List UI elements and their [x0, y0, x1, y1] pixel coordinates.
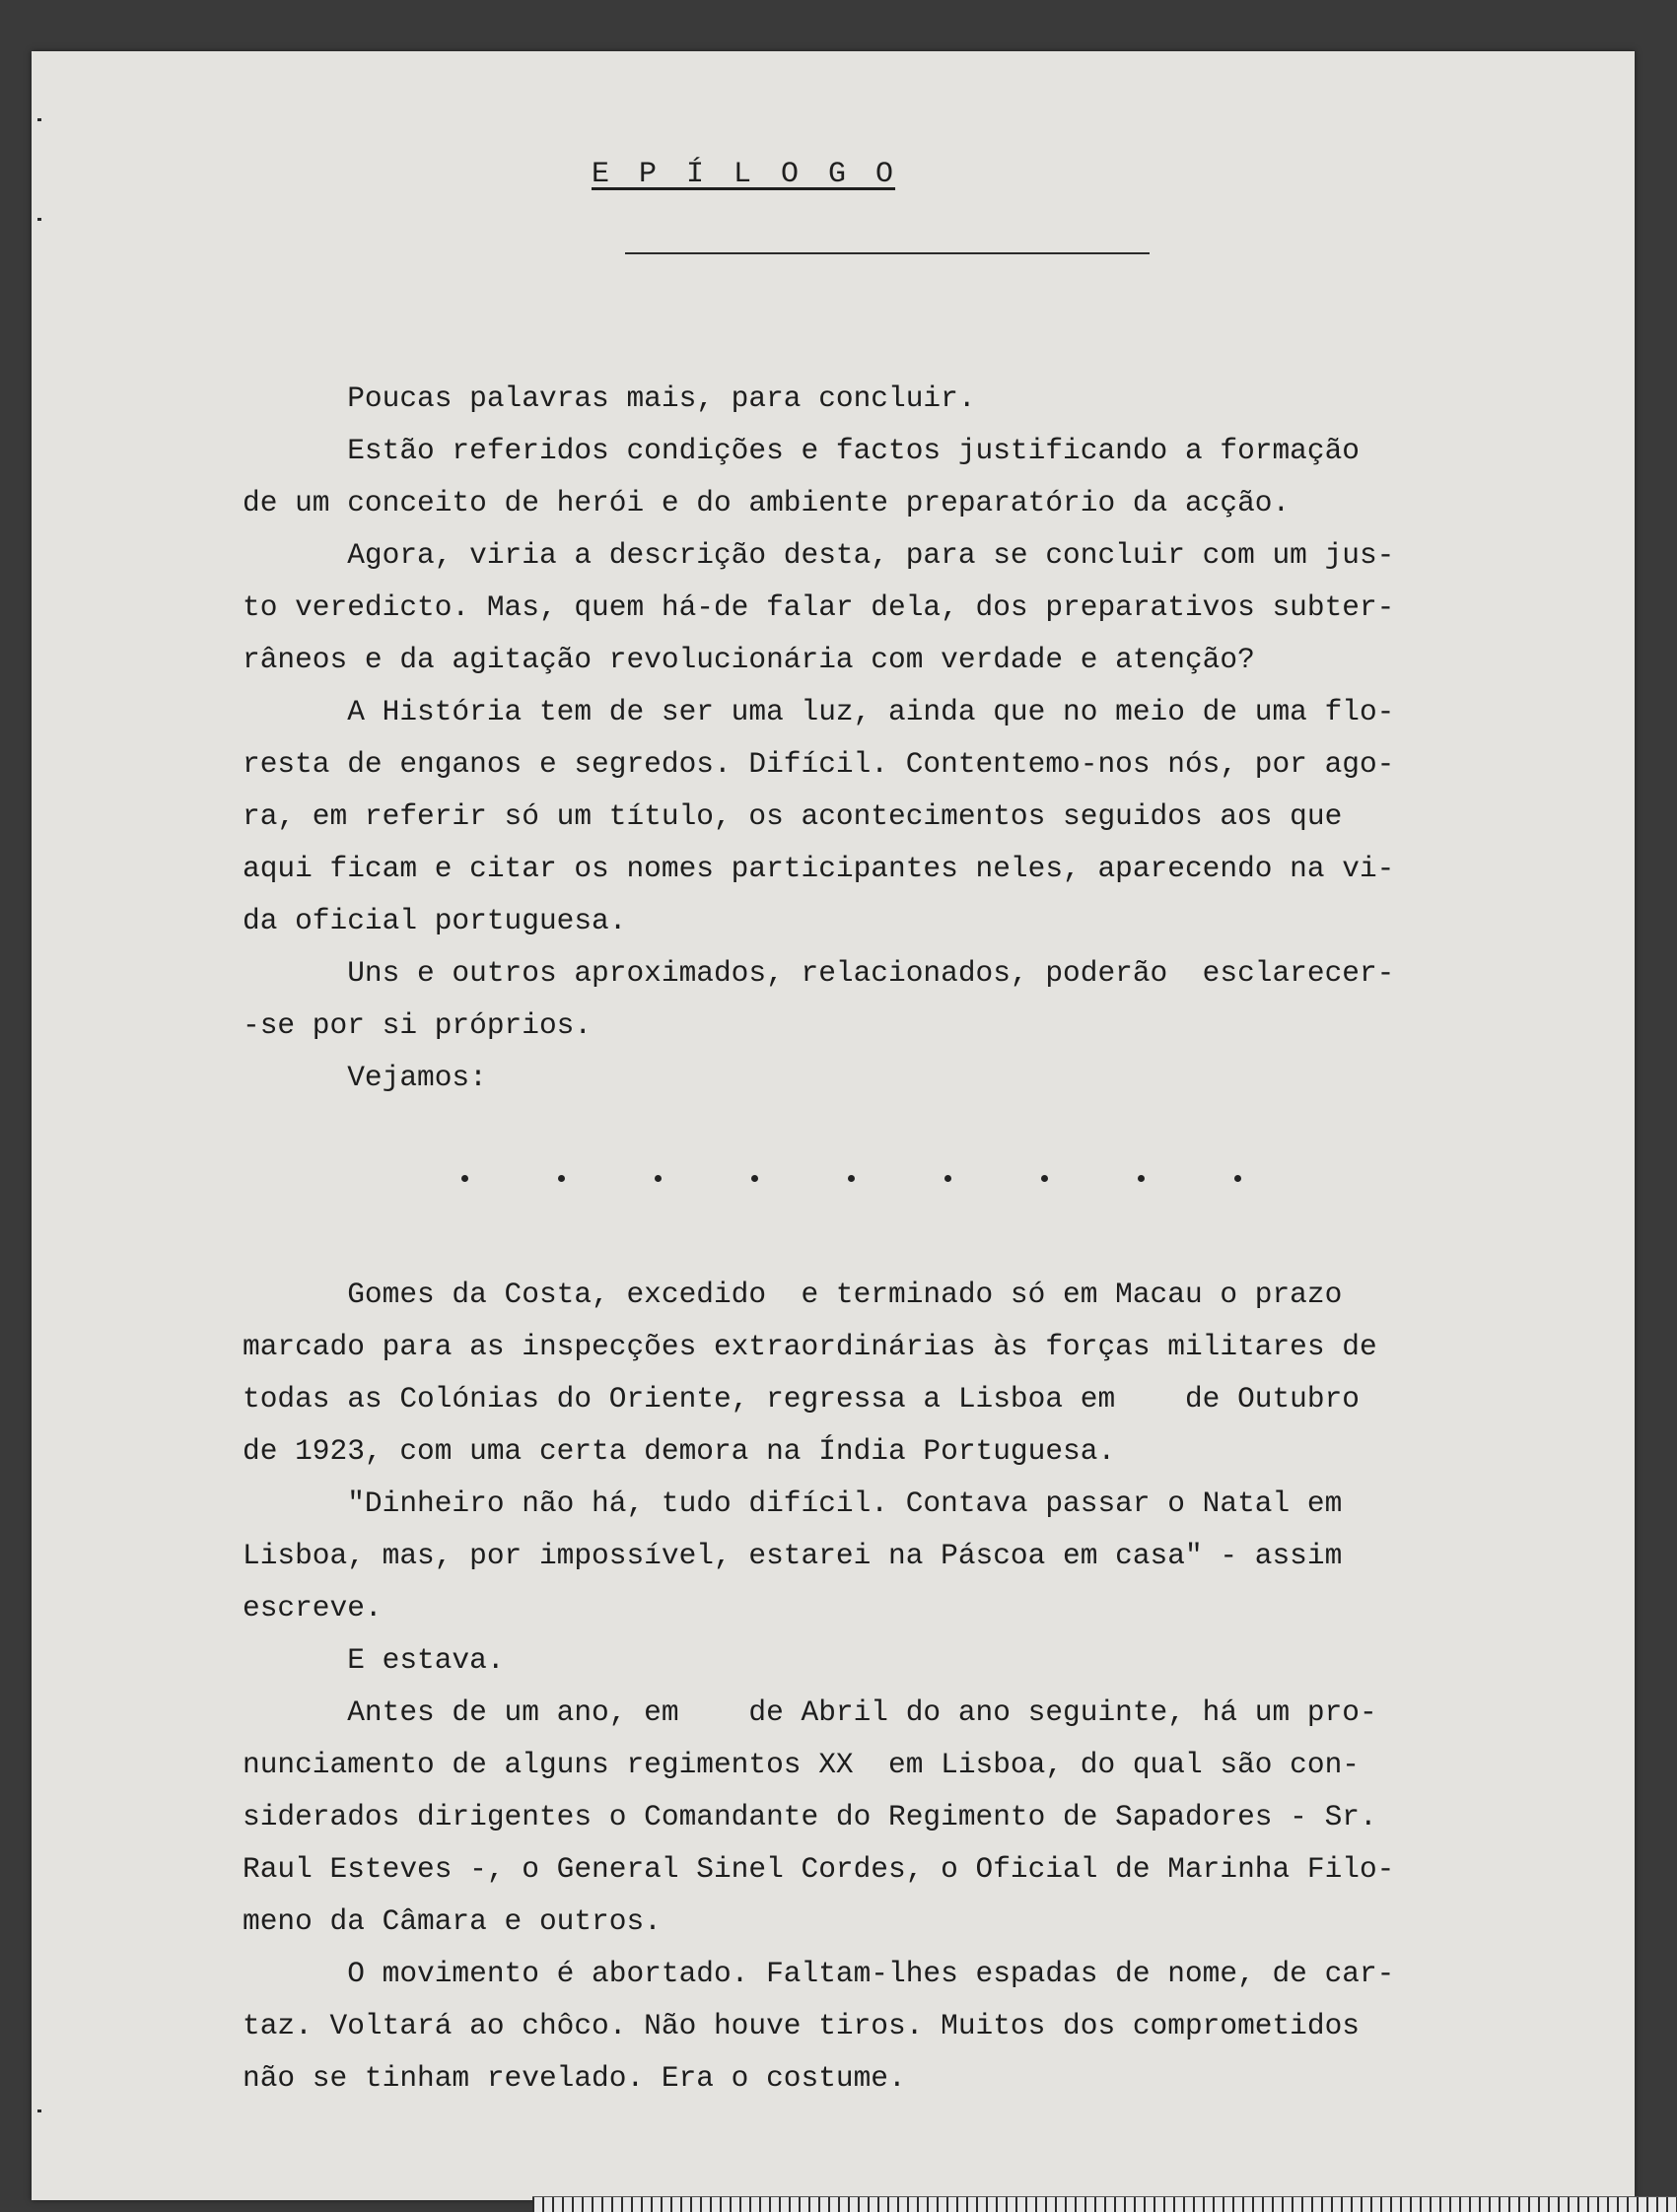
- text-line: Estão referidos condições e factos justificando a formação: [243, 434, 1360, 467]
- text-line: aqui ficam e citar os nomes participantes neles, aparecendo na vi-: [243, 852, 1395, 885]
- separator-dot: [1041, 1175, 1048, 1182]
- separator-dot: [848, 1175, 855, 1182]
- text-line: de 1923, com uma certa demora na Índia Portuguesa.: [243, 1434, 1116, 1468]
- text-line: marcado para as inspecções extraordinárias às forças militares de: [243, 1330, 1377, 1363]
- text-line: nunciamento de alguns regimentos XX em Lisboa, do qual são con-: [243, 1748, 1360, 1781]
- text-line: de um conceito de herói e do ambiente preparatório da acção.: [243, 486, 1291, 519]
- text-line: todas as Colónias do Oriente, regressa a Lisboa em de Outubro: [243, 1382, 1360, 1416]
- margin-mark: [37, 218, 41, 221]
- separator-dot: [751, 1175, 758, 1182]
- text-line: râneos e da agitação revolucionária com verdade e atenção?: [243, 643, 1255, 676]
- text-line: meno da Câmara e outros.: [243, 1904, 662, 1938]
- margin-mark: [37, 2109, 41, 2112]
- separator-dot: [1234, 1175, 1241, 1182]
- text-line: Vejamos:: [243, 1061, 487, 1094]
- separator-dot: [1138, 1175, 1145, 1182]
- separator-dot: [558, 1175, 565, 1182]
- text-line: Antes de um ano, em de Abril do ano seguinte, há um pro-: [243, 1695, 1377, 1729]
- text-line: Raul Esteves -, o General Sinel Cordes, o Oficial de Marinha Filo-: [243, 1852, 1395, 1886]
- text-line: -se por si próprios.: [243, 1008, 593, 1042]
- text-line: Agora, viria a descrição desta, para se concluir com um jus-: [243, 538, 1395, 572]
- page-title: E P Í L O G O: [592, 158, 896, 191]
- text-line: Poucas palavras mais, para concluir.: [243, 381, 976, 415]
- text-line: Gomes da Costa, excedido e terminado só em Macau o prazo: [243, 1278, 1343, 1311]
- text-line: taz. Voltará ao chôco. Não houve tiros. Muitos dos comprometidos: [243, 2009, 1360, 2042]
- text-line: não se tinham revelado. Era o costume.: [243, 2061, 906, 2095]
- text-line: "Dinheiro não há, tudo difícil. Contava passar o Natal em: [243, 1486, 1343, 1520]
- title-rule: [625, 252, 1150, 254]
- text-line: Lisboa, mas, por impossível, estarei na Páscoa em casa" - assim: [243, 1539, 1343, 1572]
- margin-mark: [37, 118, 41, 121]
- text-line: siderados dirigentes o Comandante do Regimento de Sapadores - Sr.: [243, 1800, 1377, 1833]
- section-separator-dots: [0, 1175, 1677, 1205]
- text-line: to veredicto. Mas, quem há-de falar dela, dos preparativos subter-: [243, 590, 1395, 624]
- separator-dot: [461, 1175, 468, 1182]
- separator-dot: [655, 1175, 662, 1182]
- text-line: ra, em referir só um título, os acontecimentos seguidos aos que: [243, 799, 1343, 833]
- text-line: da oficial portuguesa.: [243, 904, 627, 937]
- text-line: E estava.: [243, 1643, 505, 1677]
- text-line: A História tem de ser uma luz, ainda que no meio de uma flo-: [243, 695, 1395, 728]
- separator-dot: [944, 1175, 951, 1182]
- scale-ruler: [532, 2196, 1677, 2212]
- text-block-narrative: [243, 1269, 1524, 2105]
- text-line: O movimento é abortado. Faltam-lhes espadas de nome, de car-: [243, 1957, 1395, 1990]
- text-line: resta de enganos e segredos. Difícil. Contentemo-nos nós, por ago-: [243, 747, 1395, 781]
- text-block-intro: [243, 373, 1524, 1104]
- text-line: escreve.: [243, 1591, 383, 1624]
- text-line: Uns e outros aproximados, relacionados, poderão esclarecer-: [243, 956, 1395, 990]
